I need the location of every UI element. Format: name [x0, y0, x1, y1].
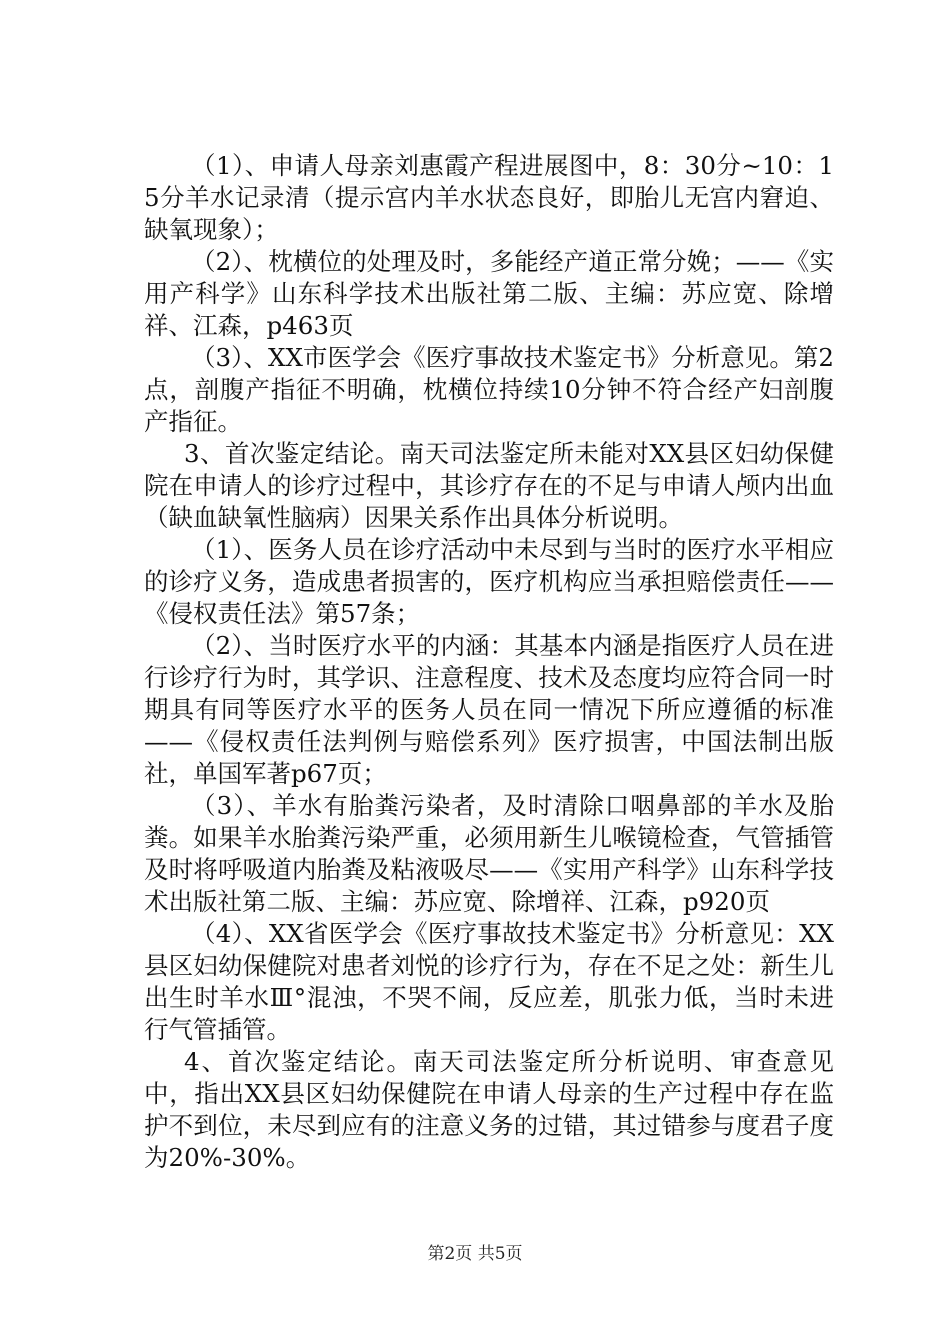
- paragraph-2: （2）、枕横位的处理及时，多能经产道正常分娩；——《实用产科学》山东科学技术出版社第二版、主编：苏应宽、除增祥、江森，p463页: [144, 247, 834, 340]
- paragraph-8: （4）、XX省医学会《医疗事故技术鉴定书》分析意见：XX县区妇幼保健院对患者刘悦的诊疗行为，存在不足之处：新生儿出生时羊水Ⅲ°混浊，不哭不闹，反应差，肌张力低，当时未进行气管插管。: [144, 919, 834, 1044]
- paragraph-6: （2）、当时医疗水平的内涵：其基本内涵是指医疗人员在进行诊疗行为时，其学识、注意程度、技术及态度均应符合同一时期具有同等医疗水平的医务人员在同一情况下所应遵循的标准——《侵权责任法判例与赔偿系列》医疗损害，中国法制出版社，单国军著p67页；: [144, 631, 834, 788]
- paragraph-9: 4、首次鉴定结论。南天司法鉴定所分析说明、审查意见中，指出XX县区妇幼保健院在申请人母亲的生产过程中存在监护不到位，未尽到应有的注意义务的过错，其过错参与度君子度为20%-30%。: [144, 1047, 834, 1172]
- paragraph-4: 3、首次鉴定结论。南天司法鉴定所未能对XX县区妇幼保健院在申请人的诊疗过程中，其诊疗存在的不足与申请人颅内出血（缺血缺氧性脑病）因果关系作出具体分析说明。: [144, 439, 834, 532]
- paragraph-3: （3）、XX市医学会《医疗事故技术鉴定书》分析意见。第2点，剖腹产指征不明确，枕横位持续10分钟不符合经产妇剖腹产指征。: [144, 343, 834, 436]
- page-number-label: 第2页 共5页: [427, 1244, 523, 1264]
- paragraph-1: （1）、申请人母亲刘惠霞产程进展图中，8：30分~10：15分羊水记录清（提示宫内羊水状态良好，即胎儿无宫内窘迫、缺氧现象）；: [144, 151, 834, 244]
- paragraph-5: （1）、医务人员在诊疗活动中未尽到与当时的医疗水平相应的诊疗义务，造成患者损害的，医疗机构应当承担赔偿责任——《侵权责任法》第57条；: [144, 535, 834, 628]
- page-footer: [0, 1243, 950, 1265]
- paragraph-7: （3）、羊水有胎粪污染者，及时清除口咽鼻部的羊水及胎粪。如果羊水胎粪污染严重，必须用新生儿喉镜检查，气管插管及时将呼吸道内胎粪及粘液吸尽——《实用产科学》山东科学技术出版社第二版、主编：苏应宽、除增祥、江森，p920页: [144, 791, 834, 916]
- document-body: [144, 150, 834, 1174]
